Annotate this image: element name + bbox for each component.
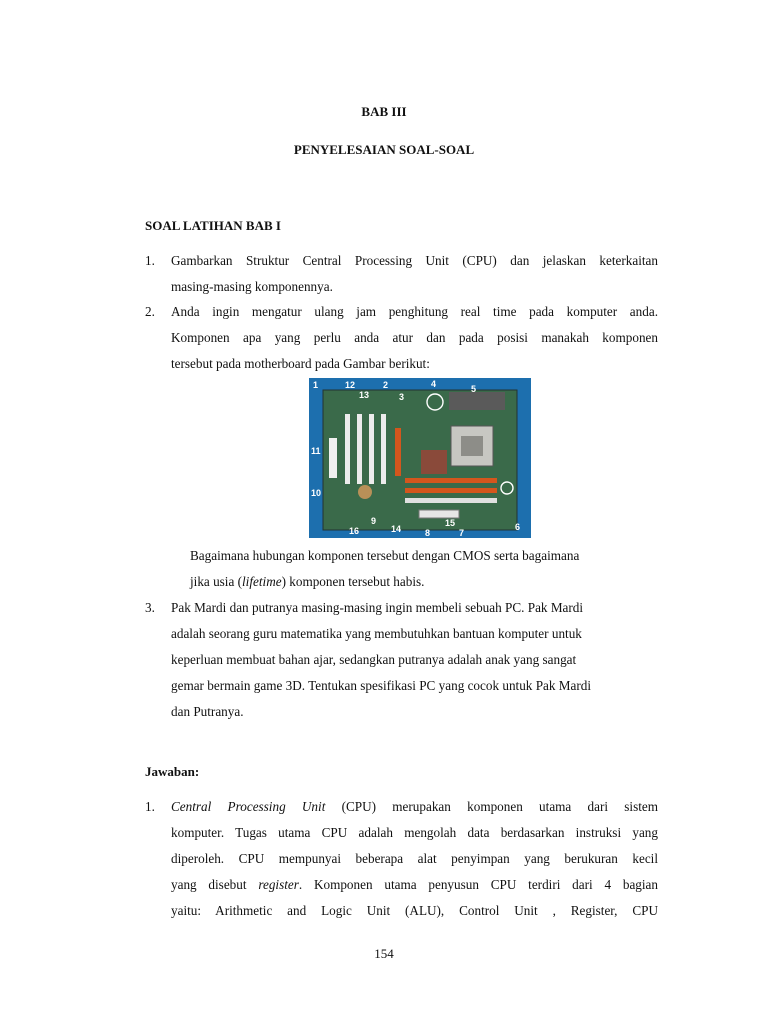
figure-label: 6 [515,522,521,532]
question-line: dan Putranya. [171,704,244,719]
section-title: SOAL LATIHAN BAB I [145,218,281,233]
question-line: adalah seorang guru matematika yang membutuhkan bantuan komputer untuk [171,626,582,641]
answer-line: yang disebut register. Komponen utama penyusun CPU terdiri dari 4 bagian [171,877,659,892]
figure-label: 5 [471,384,477,394]
answer-line: komputer. Tugas utama CPU adalah mengolah data berdasarkan instruksi yang [171,825,658,840]
chapter-heading: BAB III [361,104,407,119]
agp-slot [395,428,401,476]
page-number: 154 [374,946,394,961]
question-line: tersebut pada motherboard pada Gambar berikut: [171,356,430,371]
answer-line: yaitu: Arithmetic and Logic Unit (ALU), Control Unit , Register, CPU [171,903,658,918]
figure-label: 13 [359,390,370,400]
cpu-core [461,436,483,456]
figure-label: 16 [349,526,360,536]
cpu-term: Central Processing Unit [171,799,326,814]
io-ports [449,392,505,410]
figure-label: 4 [431,379,437,389]
pci-slot [381,414,386,484]
followup-line: Bagaimana hubungan komponen tersebut dengan CMOS serta bagaimana [190,548,580,563]
question-line: Gambarkan Struktur Central Processing Unit (CPU) dan jelaskan keterkaitan [171,253,658,268]
answer-line: diperoleh. CPU mempunyai beberapa alat penyimpan yang berukuran kecil [171,851,658,866]
question-line: gemar bermain game 3D. Tentukan spesifikasi PC yang cocok untuk Pak Mardi [171,678,592,693]
figure-label: 2 [383,380,389,390]
dimm-slot [405,478,497,483]
cmos-battery [358,485,372,499]
question-line: keperluan membuat bahan ajar, sedangkan putranya adalah anak yang sangat [171,652,577,667]
question-number: 1. [145,253,155,268]
figure-label: 7 [459,528,465,538]
lifetime-term: lifetime [242,574,282,589]
followup-line: jika usia (lifetime) komponen tersebut habis. [190,574,425,589]
dimm-slot [405,498,497,503]
question-1 [145,248,658,300]
answer-line: Central Processing Unit (CPU) merupakan komponen utama dari sistem [171,799,658,814]
figure-label: 9 [371,516,377,526]
question-line: masing-masing komponennya. [171,279,333,294]
answer-1 [145,794,658,924]
side-connector [329,438,337,478]
pci-slot [345,414,350,484]
figure-label: 10 [311,488,322,498]
question-number: 2. [145,304,155,319]
chipset [421,450,447,474]
dimm-slot [405,488,497,493]
figure-label: 3 [399,392,405,402]
figure-label: 8 [425,528,431,538]
pci-slot [369,414,374,484]
figure-label: 14 [391,524,402,534]
question-2-followup [190,543,660,595]
figure-label: 1 [313,380,319,390]
ide-connector [419,510,459,518]
motherboard-figure [309,378,531,538]
question-line: Anda ingin mengatur ulang jam penghitung real time pada komputer anda. [171,304,658,319]
figure-label: 11 [311,446,321,456]
question-line: Pak Mardi dan putranya masing-masing ingin membeli sebuah PC. Pak Mardi [171,600,584,615]
figure-label: 15 [445,518,456,528]
question-2 [145,299,658,377]
question-line: Komponen apa yang perlu anda atur dan pada posisi manakah komponen [171,330,658,345]
answer-title: Jawaban: [145,764,200,779]
pci-slot [357,414,362,484]
answer-number: 1. [145,799,155,814]
register-term: register [258,877,299,892]
chapter-title: PENYELESAIAN SOAL-SOAL [293,142,475,157]
figure-label: 12 [345,380,356,390]
question-number: 3. [145,600,155,615]
question-3 [145,595,658,725]
